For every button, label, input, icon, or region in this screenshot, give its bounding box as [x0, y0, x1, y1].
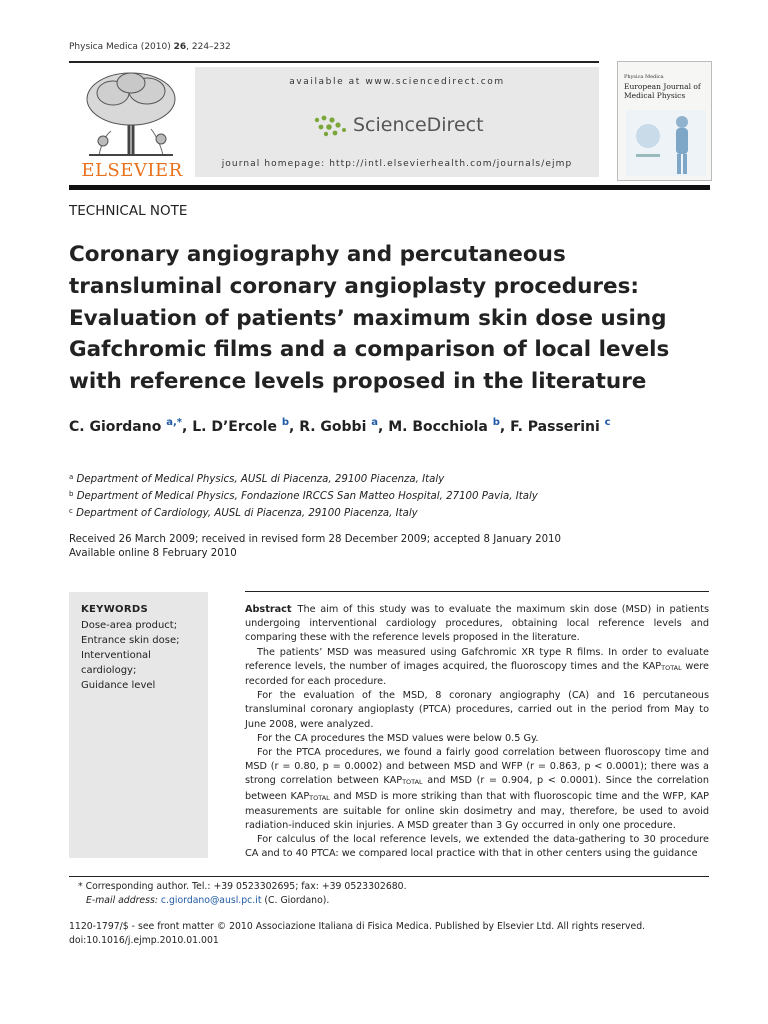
keyword-item: Guidance level [81, 680, 156, 691]
affiliation-key: a [69, 473, 74, 481]
journal-reference [69, 42, 231, 52]
cover-subtitle: European Journal of Medical Physics [624, 82, 701, 100]
affiliation-text: Department of Medical Physics, AUSL di Piacenza, 29100 Piacenza, Italy [76, 474, 445, 485]
affiliation-item [69, 487, 538, 504]
article-dates [69, 533, 561, 561]
email-label: E-mail address: [86, 894, 161, 906]
sciencedirect-dots-icon [313, 114, 349, 138]
journal-cover [617, 61, 712, 181]
corresponding-author-note: * Corresponding author. Tel.: +39 0523302695; fax: +39 0523302680. [78, 881, 407, 892]
abstract-text: and MSD (r = 0.904, p < 0.0001). Since the correlation between KAP [245, 775, 709, 802]
copyright-block [69, 920, 645, 947]
affiliation-text: Department of Medical Physics, Fondazione IRCCS San Matteo Hospital, 27100 Pavia, Italy [76, 491, 538, 503]
affiliation-key: b [69, 490, 74, 499]
abstract-text: and MSD is more striking than that with fluoroscopic time and the WFP, KAP measurements are suitable for online skin dosimetry and may, therefore, be used to avoid radiation-induced skin injuries. A MSD greater than 3 Gy occurred in only one procedure. [245, 790, 709, 832]
affiliations [69, 470, 538, 522]
email-line [78, 894, 407, 908]
subscript-total: TOTAL [402, 778, 423, 787]
received-dates: Received 26 March 2009; received in revised form 28 December 2009; accepted 8 January 2010 [69, 534, 562, 545]
journal-name: Physica Medica (2010) [69, 42, 174, 52]
abstract-rule [245, 591, 709, 592]
footnotes [78, 880, 407, 907]
keywords-heading: KEYWORDS [81, 604, 148, 615]
journal-pages: , 224–232 [186, 42, 231, 52]
author-name: R. Gobbi [299, 419, 367, 435]
elsevier-logo [69, 67, 195, 181]
cover-journal-name: Physica Medica [624, 74, 664, 80]
keyword-item: cardiology; [81, 665, 137, 676]
email-link[interactable]: c.giordano@ausl.pc.it [160, 894, 262, 906]
author-name: M. Bocchiola [388, 419, 488, 435]
keywords-box [69, 592, 208, 858]
abstract-paragraph [245, 603, 709, 646]
author-list: C. Giordano $^{a,*}$, L. D’Ercole $^b$, R. Gobbi $^a$, M. Bocchiola $^b$, F. Passerini $^c$ [69, 417, 611, 435]
abstract-paragraph: For calculus of the local reference levels, we extended the data-gathering to 30 procedure CA and to 40 PTCA: we compared local practice with that in other centers using the guidance [245, 834, 709, 860]
affiliation-key: c [69, 507, 73, 516]
abstract-paragraph: For the CA procedures the MSD values were below 0.5 Gy. [257, 732, 539, 744]
affiliation-text: Department of Cardiology, AUSL di Piacenza, 29100 Piacenza, Italy [76, 508, 418, 520]
header-rule-top [69, 61, 599, 63]
author-affiliation-ref[interactable]: b [281, 417, 289, 428]
cover-figure-icon [626, 110, 706, 176]
abstract-text: The patients’ MSD was measured using Gafchromic XR type R films. In order to evaluate reference levels, the number of images acquired, the fluoroscopy times and the KAP [245, 646, 709, 672]
sciencedirect-banner [195, 67, 599, 177]
author-name: F. Passerini [510, 419, 600, 435]
sciencedirect-wordmark: ScienceDirect [353, 114, 484, 136]
keywords-list [81, 618, 179, 693]
affiliation-item [69, 504, 538, 521]
available-at-text: available at www.sciencedirect.com [289, 77, 505, 87]
header-rule-bottom [69, 185, 710, 190]
article-type: TECHNICAL NOTE [69, 203, 188, 219]
article-title: Coronary angiography and percutaneous transluminal coronary angioplasty procedures: Evaluation of patients’ maximum skin dose using Gafchromic films and a comparison of local levels with reference levels proposed in the literature [69, 242, 670, 395]
author-name: L. D’Ercole [192, 419, 277, 435]
tree-logo-icon [69, 67, 195, 159]
copyright-line: 1120-1797/$ - see front matter © 2010 Associazione Italiana di Fisica Medica. Published by Elsevier Ltd. All rights reserved. [69, 921, 646, 932]
author-affiliation-ref[interactable]: b [492, 417, 500, 428]
author-affiliation-ref[interactable]: a [371, 417, 378, 428]
abstract-label: Abstract [245, 604, 292, 615]
abstract [245, 603, 709, 862]
footnote-rule [69, 876, 709, 877]
author-affiliation-ref[interactable]: c [604, 417, 611, 428]
abstract-paragraph [245, 746, 709, 833]
abstract-text: The aim of this study was to evaluate the maximum skin dose (MSD) in patients undergoing interventional cardiology procedures, obtaining local reference levels and comparing these with the reference levels proposed in the literature. [245, 604, 709, 644]
online-date: Available online 8 February 2010 [69, 548, 237, 559]
subscript-total: TOTAL [309, 793, 330, 802]
author-affiliation-ref[interactable]: a,* [166, 417, 182, 428]
affiliation-item [69, 470, 538, 487]
keyword-item: Dose-area product; [81, 620, 178, 631]
journal-volume: 26 [173, 42, 187, 52]
journal-homepage[interactable]: journal homepage: http://intl.elsevierhealth.com/journals/ejmp [221, 159, 573, 169]
keyword-item: Interventional [81, 650, 151, 661]
email-suffix: (C. Giordano). [261, 894, 330, 906]
author-name: C. Giordano [69, 419, 162, 435]
elsevier-wordmark: ELSEVIER [81, 160, 183, 181]
keyword-item: Entrance skin dose; [81, 635, 180, 646]
subscript-total: TOTAL [661, 663, 682, 672]
abstract-paragraph: For the evaluation of the MSD, 8 coronary angiography (CA) and 16 percutaneous transluminal coronary angioplasty (PTCA) procedures, carried out in the period from May to June 2008, were analyzed. [245, 690, 709, 730]
sciencedirect-logo [313, 112, 513, 142]
abstract-text: For the PTCA procedures, we found a fairly good correlation between fluoroscopy time and MSD (r = 0.80, p = 0.0002) and between MSD and WFP (r = 0.863, p < 0.0001); there was a strong correlation between KAP [245, 747, 709, 787]
abstract-text: were recorded for each procedure. [245, 660, 709, 688]
doi-link[interactable]: doi:10.1016/j.ejmp.2010.01.001 [69, 934, 219, 946]
abstract-paragraph [245, 646, 709, 690]
